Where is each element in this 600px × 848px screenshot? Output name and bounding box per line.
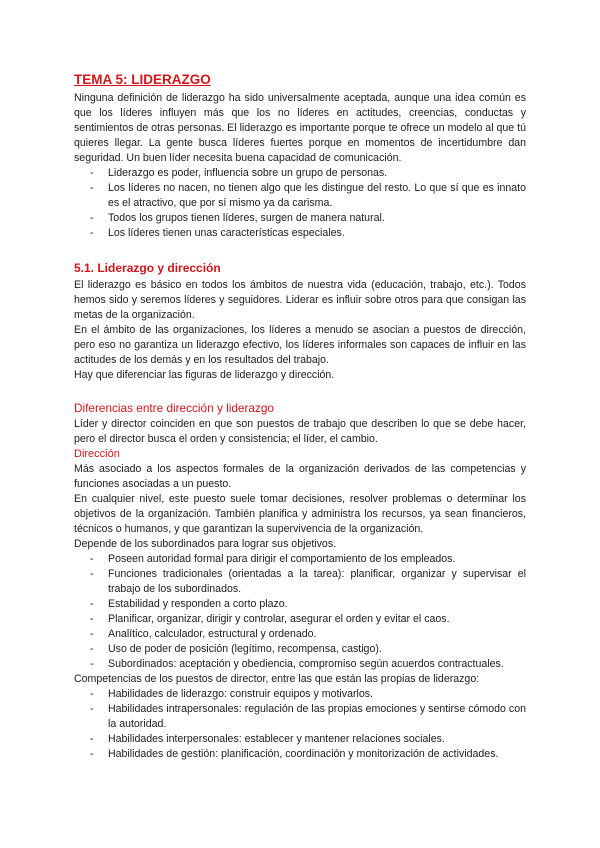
list-item: - Planificar, organizar, dirigir y controlar, asegurar el orden y evitar el caos. — [90, 613, 450, 625]
list-item: - Todos los grupos tienen líderes, surgen de manera natural. — [90, 212, 385, 224]
intro-list — [74, 166, 526, 241]
list-item: - Habilidades de liderazgo: construir equipos y motivarlos. — [90, 688, 373, 700]
list-item: - Habilidades de gestión: planificación, coordinación y monitorización de actividades. — [90, 748, 499, 760]
subsubsection-heading: Dirección — [74, 448, 120, 460]
list-item: - Liderazgo es poder, influencia sobre un grupo de personas. — [90, 167, 388, 179]
competencias-list — [74, 687, 526, 762]
paragraph: Más asociado a los aspectos formales de la organización derivados de las competencias y funciones asociadas a un puesto. — [74, 463, 526, 490]
page-title: TEMA 5: LIDERAZGO — [74, 72, 211, 87]
paragraph: El liderazgo es básico en todos los ámbitos de nuestra vida (educación, trabajo, etc.). Todos hemos sido y seremos líderes y seguidores. Liderar es influir sobre otros para que consigan las metas de la organización. — [74, 279, 526, 321]
list-item: - Estabilidad y responden a corto plazo. — [90, 598, 288, 610]
list-item: - Analítico, calculador, estructural y ordenado. — [90, 628, 317, 640]
list-item: - Los líderes no nacen, no tienen algo que les distingue del resto. Lo que sí que es innato es el atractivo, que por sí mismo ya da carisma. — [90, 182, 526, 209]
list-item: - Poseen autoridad formal para dirigir el comportamiento de los empleados. — [90, 553, 456, 565]
intro-paragraph: Ninguna definición de liderazgo ha sido universalmente aceptada, aunque una idea común es que los líderes influyen más que los no líderes en actitudes, creencias, conductas y sentimientos de otras personas. El liderazgo es importante porque te ofrece un modelo al que tú quieres llegar. La gente busca líderes fuertes porque en momentos de incertidumbre dan seguridad. Un buen líder necesita buena capacidad de comunicación. — [74, 92, 526, 164]
direccion-list — [74, 552, 526, 672]
paragraph: Competencias de los puestos de director, entre las que están las propias de liderazgo: — [74, 673, 480, 685]
list-item: - Subordinados: aceptación y obediencia, compromiso según acuerdos contractuales. — [90, 658, 504, 670]
paragraph: Depende de los subordinados para lograr sus objetivos. — [74, 538, 337, 550]
paragraph: Hay que diferenciar las figuras de liderazgo y dirección. — [74, 369, 335, 381]
paragraph: En cualquier nivel, este puesto suele tomar decisiones, resolver problemas o determinar los objetivos de la organización. También planifica y administra los recursos, ya sean financieros, técnicos o humanos, y que garantizan la supervivencia de la organización. — [74, 493, 526, 535]
list-item: - Habilidades intrapersonales: regulación de las propias emociones y sentirse cómodo con la autoridad. — [90, 703, 526, 730]
subsection-heading: Diferencias entre dirección y liderazgo — [74, 401, 274, 415]
paragraph: En el ámbito de las organizaciones, los líderes a menudo se asocian a puestos de dirección, pero eso no garantiza un liderazgo efectivo, los líderes informales son capaces de influir en las actitudes de los demás y en los resultados del trabajo. — [74, 324, 526, 366]
section-heading: 5.1. Liderazgo y dirección — [74, 261, 221, 275]
list-item: - Funciones tradicionales (orientadas a la tarea): planificar, organizar y supervisar el trabajo de los subordinados. — [90, 568, 526, 595]
document-page — [74, 72, 526, 762]
paragraph: Líder y director coinciden en que son puestos de trabajo que describen lo que se debe hacer, pero el director busca el orden y consistencia; el líder, el cambio. — [74, 418, 526, 445]
list-item: - Los líderes tienen unas características especiales. — [90, 227, 345, 239]
list-item: - Habilidades interpersonales: establecer y mantener relaciones sociales. — [90, 733, 445, 745]
list-item: - Uso de poder de posición (legítimo, recompensa, castigo). — [90, 643, 382, 655]
